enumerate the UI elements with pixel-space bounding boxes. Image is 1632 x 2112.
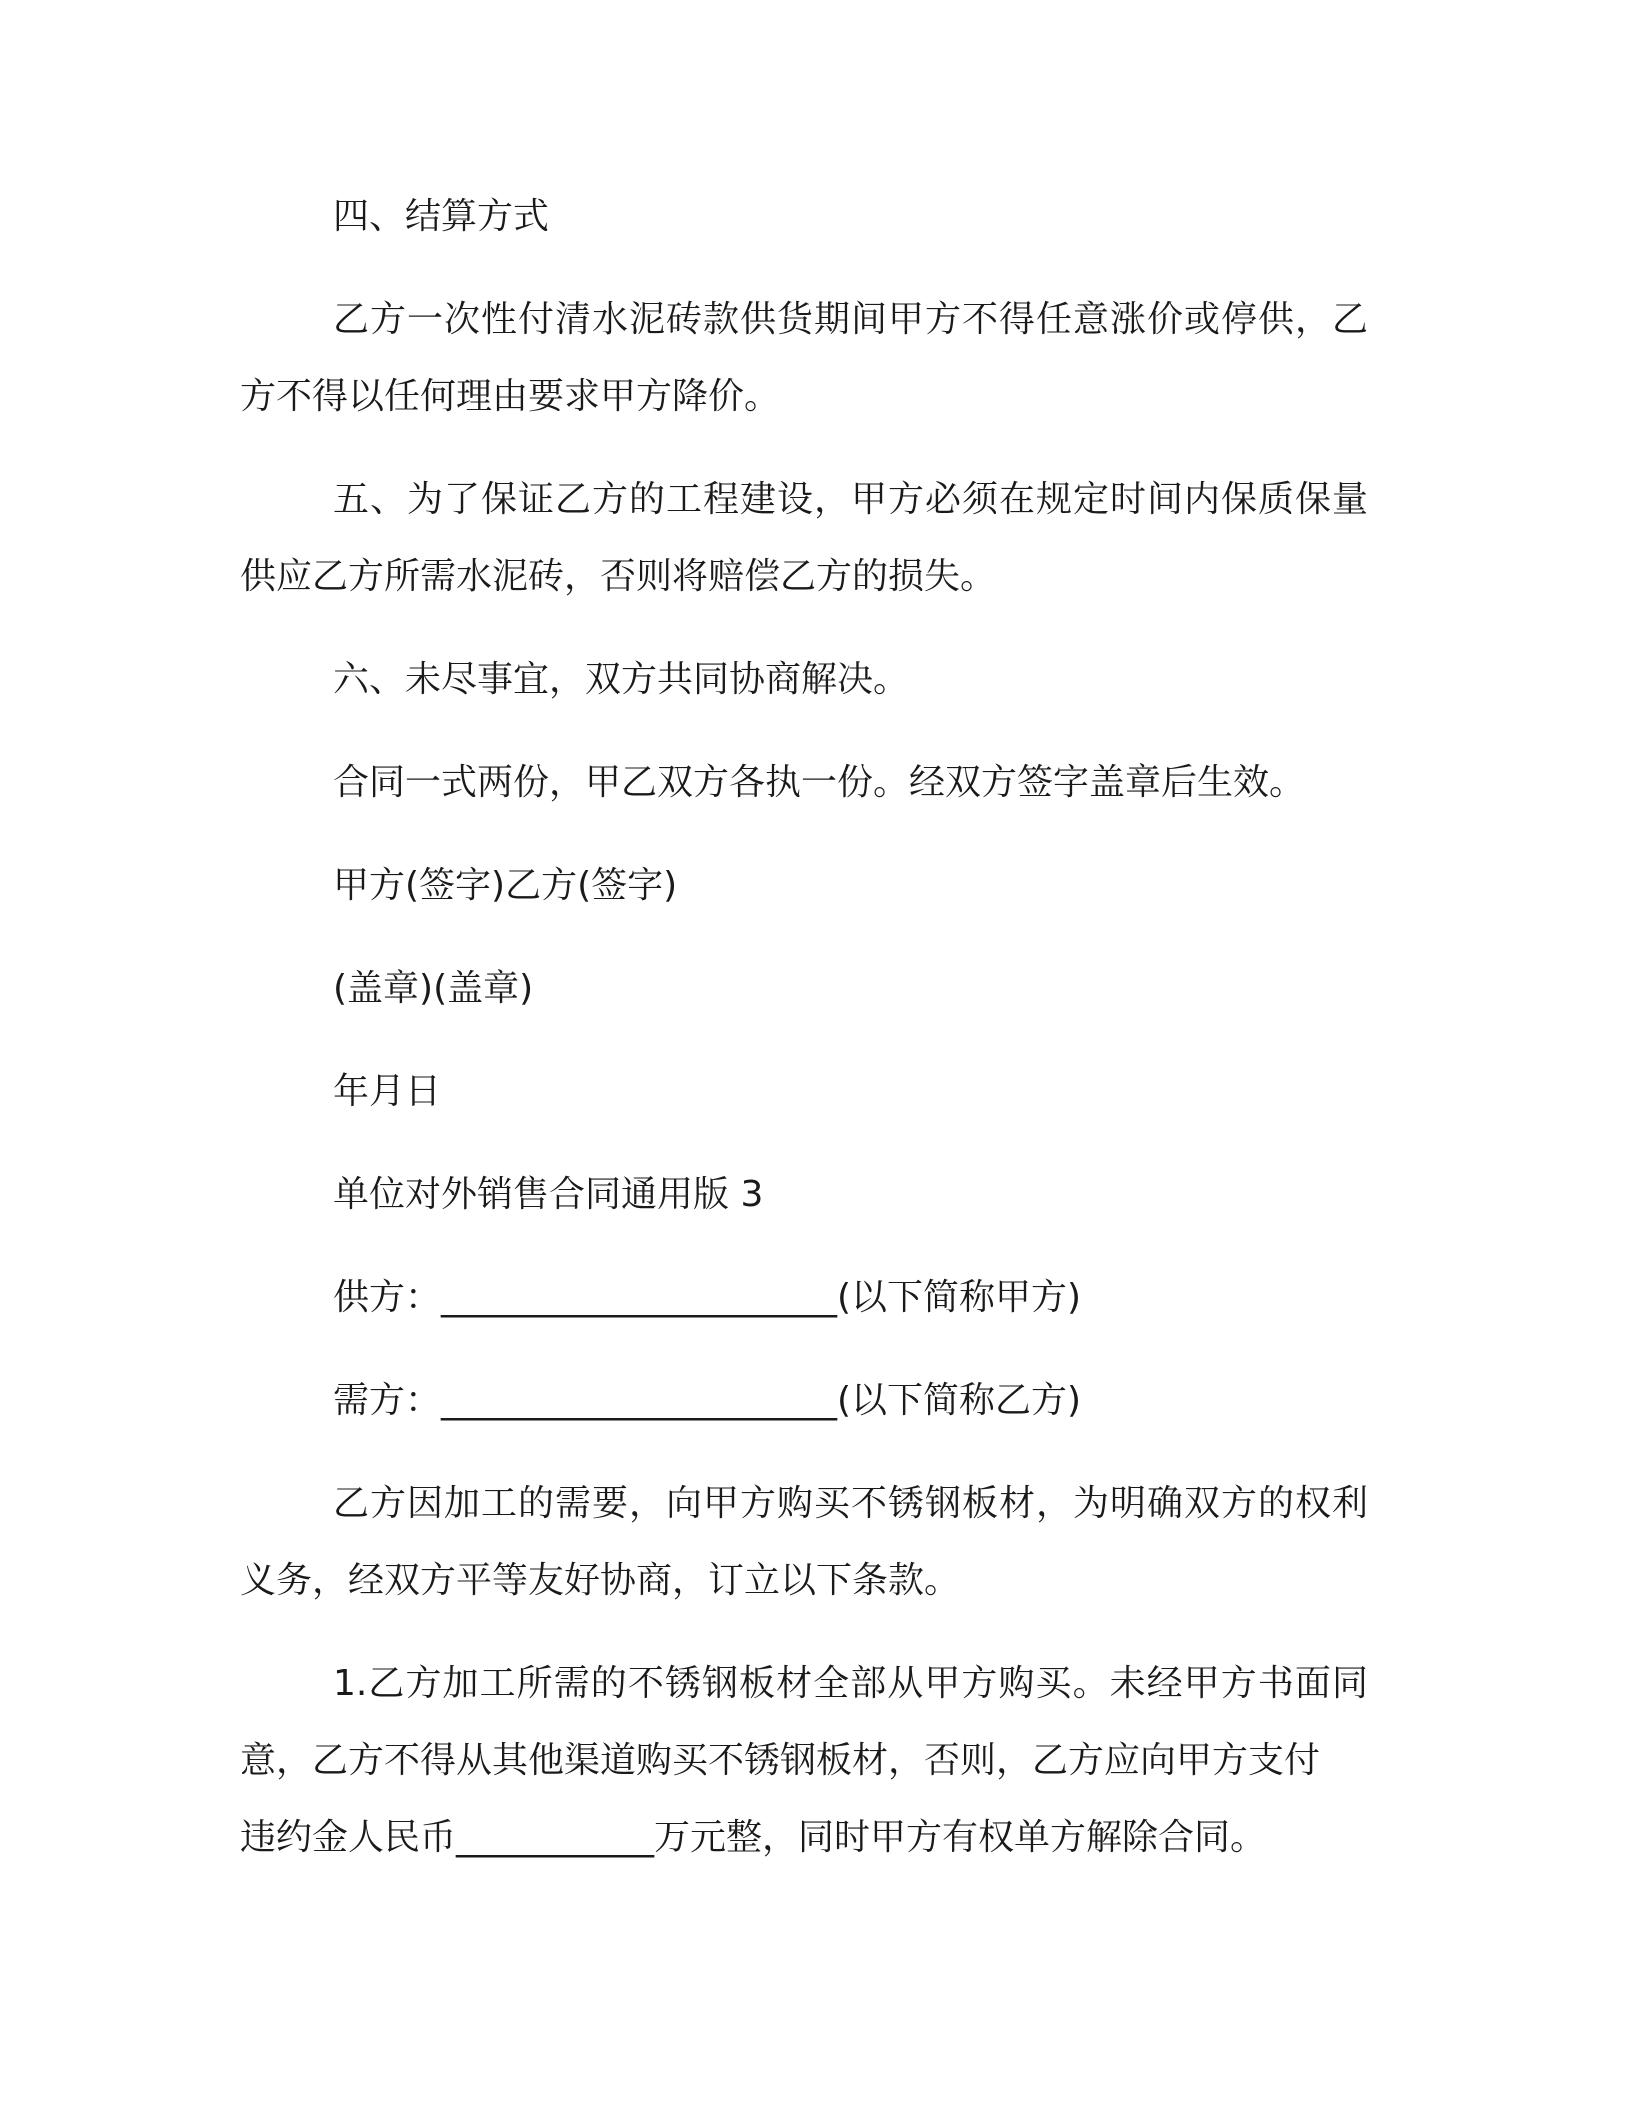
text-line: 四、结算方式: [333, 196, 550, 237]
text-line: 甲方(签字)乙方(签字): [333, 865, 678, 906]
text-line: 违约金人民币___________万元整，同时甲方有权单方解除合同。: [240, 1817, 1267, 1858]
text-line: 1.乙方加工所需的不锈钢板材全部从甲方购买。未经甲方书面同: [333, 1663, 1368, 1704]
supplier-line: [240, 1259, 1368, 1336]
contract-title: [240, 1156, 1368, 1233]
clause-1: [240, 1645, 1368, 1876]
text-line: 需方：______________________(以下简称乙方): [333, 1380, 1082, 1421]
clause-5: [240, 461, 1368, 615]
text-line: 乙方因加工的需要，向甲方购买不锈钢板材，为明确双方的权利: [333, 1483, 1368, 1524]
date-line: [240, 1053, 1368, 1130]
text-line: (盖章)(盖章): [333, 968, 534, 1009]
settlement-clause: [240, 281, 1368, 435]
text-line: 供应乙方所需水泥砖，否则将赔偿乙方的损失。: [240, 556, 997, 597]
text-line: 合同一式两份，甲乙双方各执一份。经双方签字盖章后生效。: [333, 762, 1306, 803]
preamble: [240, 1465, 1368, 1619]
signature-line: [240, 847, 1368, 924]
text-line: 方不得以任何理由要求甲方降价。: [240, 376, 781, 417]
text-line: 义务，经双方平等友好协商，订立以下条款。: [240, 1560, 961, 1601]
buyer-line: [240, 1362, 1368, 1439]
text-line: 年月日: [333, 1071, 442, 1112]
text-line: 供方：______________________(以下简称甲方): [333, 1277, 1082, 1318]
text-line: 乙方一次性付清水泥砖款供货期间甲方不得任意涨价或停供，乙: [333, 299, 1368, 340]
seal-line: [240, 950, 1368, 1027]
settlement-heading: [240, 178, 1368, 255]
text-line: 单位对外销售合同通用版 3: [333, 1174, 764, 1215]
copies-note: [240, 744, 1368, 821]
text-line: 意，乙方不得从其他渠道购买不锈钢板材，否则，乙方应向甲方支付: [240, 1740, 1321, 1781]
text-line: 五、为了保证乙方的工程建设，甲方必须在规定时间内保质保量: [333, 479, 1368, 520]
text-line: 六、未尽事宜，双方共同协商解决。: [333, 659, 910, 700]
clause-6: [240, 641, 1368, 718]
